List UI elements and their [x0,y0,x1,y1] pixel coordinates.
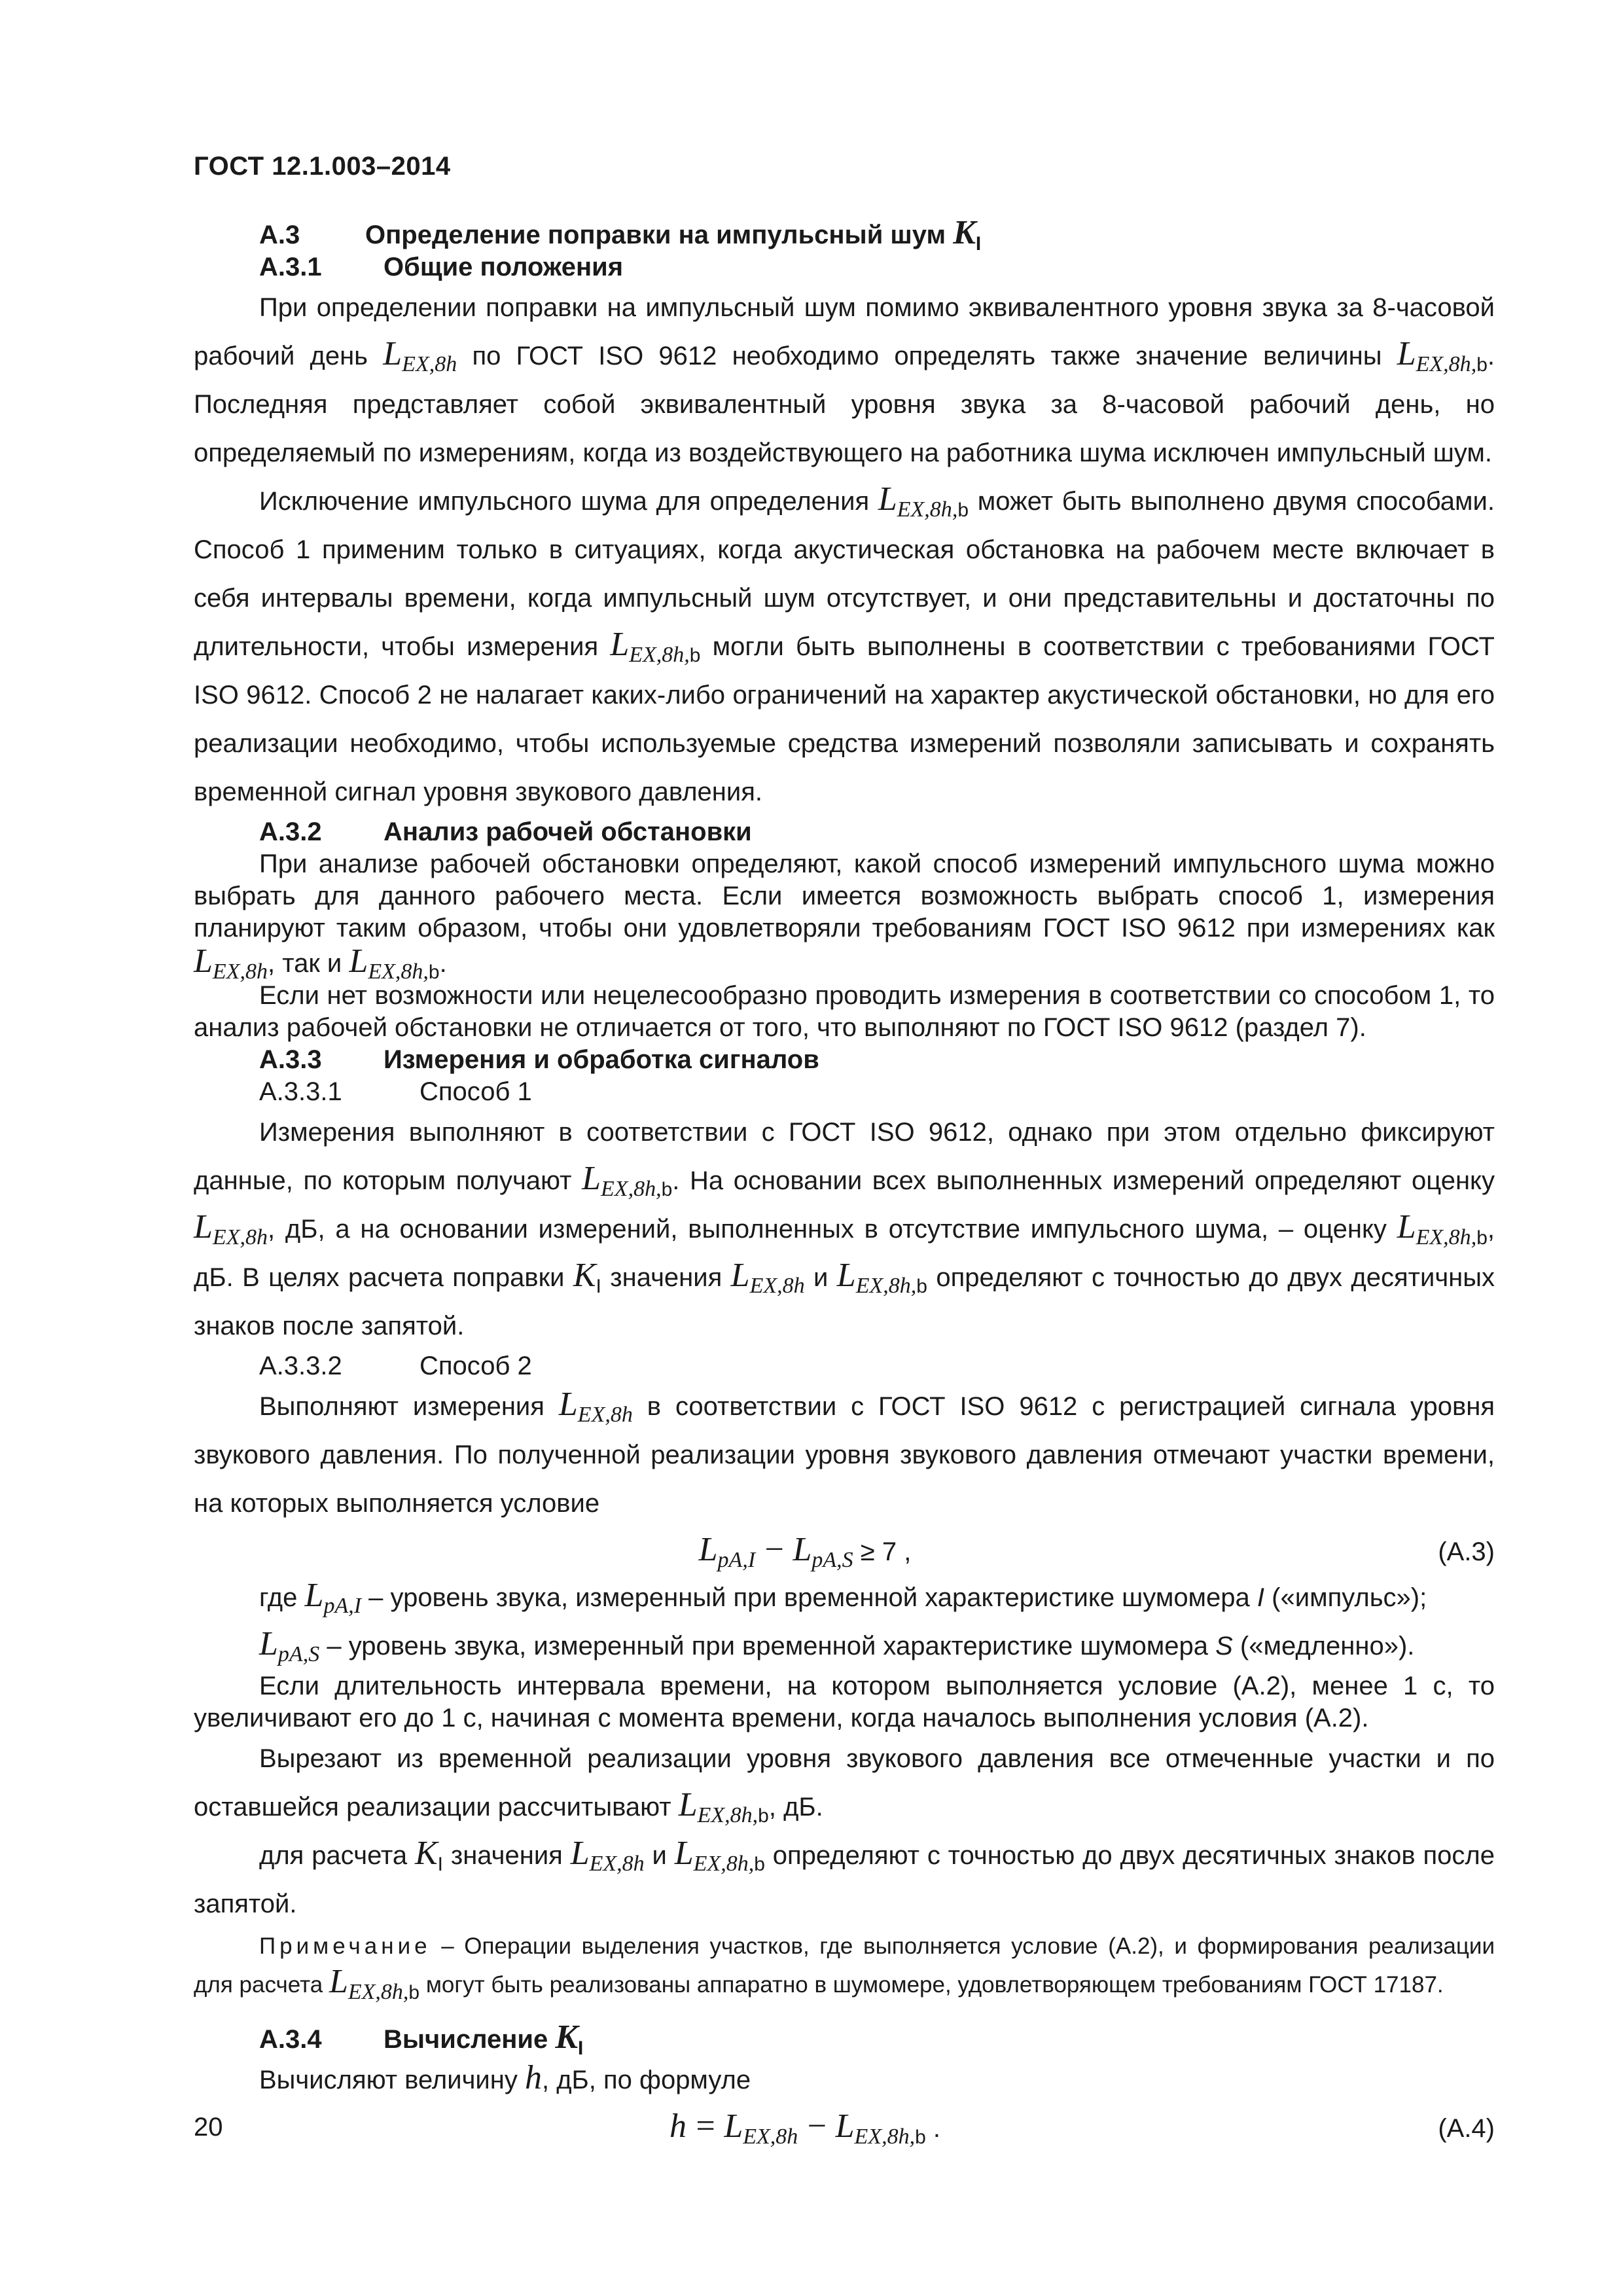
paragraph: для расчета $K_I$ значения $L_{EX,8h}$ и $L_{EX,8h,b}$ определяют с точностью до двух десятичных знаков после запятой. [194,1835,1495,1918]
symbol-h: h [524,2059,542,2096]
paragraph: Вычисляют величину h, дБ, по формуле [259,2059,751,2096]
standard-header: ГОСТ 12.1.003–2014 [194,152,451,181]
note: Примечание – Операции выделения участков, где выполняется условие (А.2), и формирования реализации для расчета $L_{EX,8h,b}$ могут быть реализованы аппаратно в шумомере, удовлетворяющем требованиям ГОСТ 17187. [194,1933,1495,2004]
symbol-k-i: $K_I$ [573,1257,601,1297]
equation-body: $L_{pA,I} - L_{pA,S} \ge 7$ , [698,1531,912,1572]
symbol-lex8hb: $L_{EX,8h,b}$ [349,942,440,984]
page-content [194,216,1495,2150]
symbol-lex8hb: $L_{EX,8h,b}$ [836,1257,927,1298]
section-title: Измерения и обработка сигналов [383,1045,819,1074]
paragraph: При определении поправки на импульсный шум помимо эквивалентного уровня звука за 8-часовой рабочий день $L_{EX,8h}$ по ГОСТ ISO 9612 необходимо определять также значение величины $L_{EX,8h,b}$. Последняя представляет собой эквивалентный уровня звука за 8-часовой рабочий день, но определяемый по измерениям, когда из воздействующего на работника шума исключен импульсный шум. [194,293,1495,467]
paragraph: При анализе рабочей обстановки определяют, какой способ измерений импульсного шума можно выбрать для данного рабочего места. Если имеется возможность выбрать способ 1, измерения планируют таким образом, чтобы они удовлетворяли требованиям ГОСТ ISO 9612 при измерениях как $L_{EX,8h}$, так и $L_{EX,8h,b}$. [194,850,1495,984]
definition-line: $L_{pA,S}$ – уровень звука, измеренный при временной характеристике шумомера S («медленно»). [259,1625,1415,1666]
symbol-k-i: $K_I$ [414,1835,443,1875]
equation-body: $h = L_{EX,8h} - L_{EX,8h,b}$ . [669,2108,941,2149]
note-label: Примечание [259,1933,431,1959]
section-a33-heading [194,1044,1495,1076]
symbol-lex8hb: $L_{EX,8h,b}$ [678,1786,769,1827]
subsection-a332-heading [194,1350,1495,1382]
equation-tag: (А.3) [1438,1537,1495,1566]
symbol-lex8h: $L_{EX,8h}$ [724,2108,798,2149]
paragraph: Вырезают из временной реализации уровня звукового давления все отмеченные участки и по оставшейся реализации рассчитывают $L_{EX,8h,b}$, дБ. [194,1744,1495,1827]
symbol-lex8h: $L_{EX,8h}$ [194,942,268,984]
section-a3-heading [194,214,1495,255]
symbol-lex8h: $L_{EX,8h}$ [570,1835,645,1876]
definition-line: где $L_{pA,I}$ – уровень звука, измеренный при временной характеристике шумомера I («импульс»); [259,1577,1427,1618]
subsection-title: Способ 2 [419,1352,532,1380]
equation-a3 [194,1531,1495,1572]
symbol-lex8h: $L_{EX,8h}$ [730,1257,805,1298]
symbol-lex8h: $L_{EX,8h}$ [194,1208,268,1249]
symbol-lex8h: $L_{EX,8h}$ [558,1386,633,1427]
symbol-lex8hb: $L_{EX,8h,b}$ [1397,335,1488,376]
symbol-lpai: $L_{pA,I}$ [304,1577,362,1618]
symbol-lex8hb: $L_{EX,8h,b}$ [674,1835,765,1876]
paragraph: Измерения выполняют в соответствии с ГОСТ ISO 9612, однако при этом отдельно фиксируют данные, по которым получают $L_{EX,8h,b}$. На основании всех выполненных измерений определяют оценку $L_{EX,8h}$, дБ, а на основании измерений, выполненных в отсутствие импульсного шума, – оценку $L_{EX,8h,b}$, дБ. В целях расчета поправки $K_I$ значения $L_{EX,8h}$ и $L_{EX,8h,b}$ определяют с точностью до двух десятичных знаков после запятой. [194,1118,1495,1340]
symbol-lex8hb: $L_{EX,8h,b}$ [582,1160,673,1201]
equation-a4 [194,2108,1495,2149]
symbol-lpas: $L_{pA,S}$ [793,1531,853,1572]
section-a34-heading [194,2018,1495,2059]
page-number: 20 [194,2113,223,2142]
section-title: Вычисление $K_I$ [383,2018,584,2059]
section-title: Определение поправки на импульсный шум $K_I$ [365,214,982,255]
symbol-k-i: $K_I$ [555,2018,584,2059]
symbol-lex8hb: $L_{EX,8h,b}$ [878,480,969,522]
section-a31-heading [194,251,1495,283]
paragraph: Исключение импульсного шума для определения $L_{EX,8h,b}$ может быть выполнено двумя способами. Способ 1 применим только в ситуациях, когда акустическая обстановка на рабочем месте включает в себя интервалы времени, когда импульсный шум отсутствует, и они представительны и достаточны по длительности, чтобы измерения $L_{EX,8h,b}$ могли быть выполнены в соответствии с требованиями ГОСТ ISO 9612. Способ 2 не налагает каких-либо ограничений на характер акустической обстановки, но для его реализации необходимо, чтобы используемые средства измерений позволяли записывать и сохранять временной сигнал уровня звукового давления. [194,480,1495,806]
symbol-lex8hb: $L_{EX,8h,b}$ [835,2108,926,2149]
section-a32-heading [194,816,1495,848]
section-number: А.3.1 [259,253,322,281]
subsection-title: Способ 1 [419,1077,532,1106]
symbol-lpas: $L_{pA,S}$ [259,1625,320,1666]
paragraph: Если длительность интервала времени, на котором выполняется условие (А.2), менее 1 с, то увеличивают его до 1 с, начиная с момента времени, когда началось выполнения условия (А.2). [194,1672,1495,1732]
section-number: А.3 [259,221,300,249]
section-number: А.3.4 [259,2025,322,2054]
symbol-lex8h: $L_{EX,8h}$ [383,335,457,376]
symbol-lpai: $L_{pA,I}$ [698,1531,756,1572]
section-number: А.3.3 [259,1045,322,1074]
symbol-h: h [669,2108,687,2145]
subsection-a331-heading [194,1076,1495,1108]
section-title: Анализ рабочей обстановки [383,817,752,846]
paragraph: Если нет возможности или нецелесообразно проводить измерения в соответствии со способом 1, то анализ рабочей обстановки не отличается от того, что выполняют по ГОСТ ISO 9612 (раздел 7). [194,981,1495,1042]
subsection-number: А.3.3.2 [259,1352,342,1380]
section-title: Общие положения [383,253,624,281]
section-number: А.3.2 [259,817,322,846]
symbol-k-i: $K_I$ [953,214,982,255]
subsection-number: А.3.3.1 [259,1077,342,1106]
symbol-lex8hb: $L_{EX,8h,b}$ [610,626,701,667]
symbol-lex8hb: $L_{EX,8h,b}$ [1397,1208,1488,1249]
symbol-lex8hb: $L_{EX,8h,b}$ [329,1963,420,2004]
equation-tag: (А.4) [1438,2114,1495,2143]
paragraph: Выполняют измерения $L_{EX,8h}$ в соответствии с ГОСТ ISO 9612 с регистрацией сигнала уровня звукового давления. По полученной реализации уровня звукового давления отмечают участки времени, на которых выполняется условие [194,1386,1495,1518]
